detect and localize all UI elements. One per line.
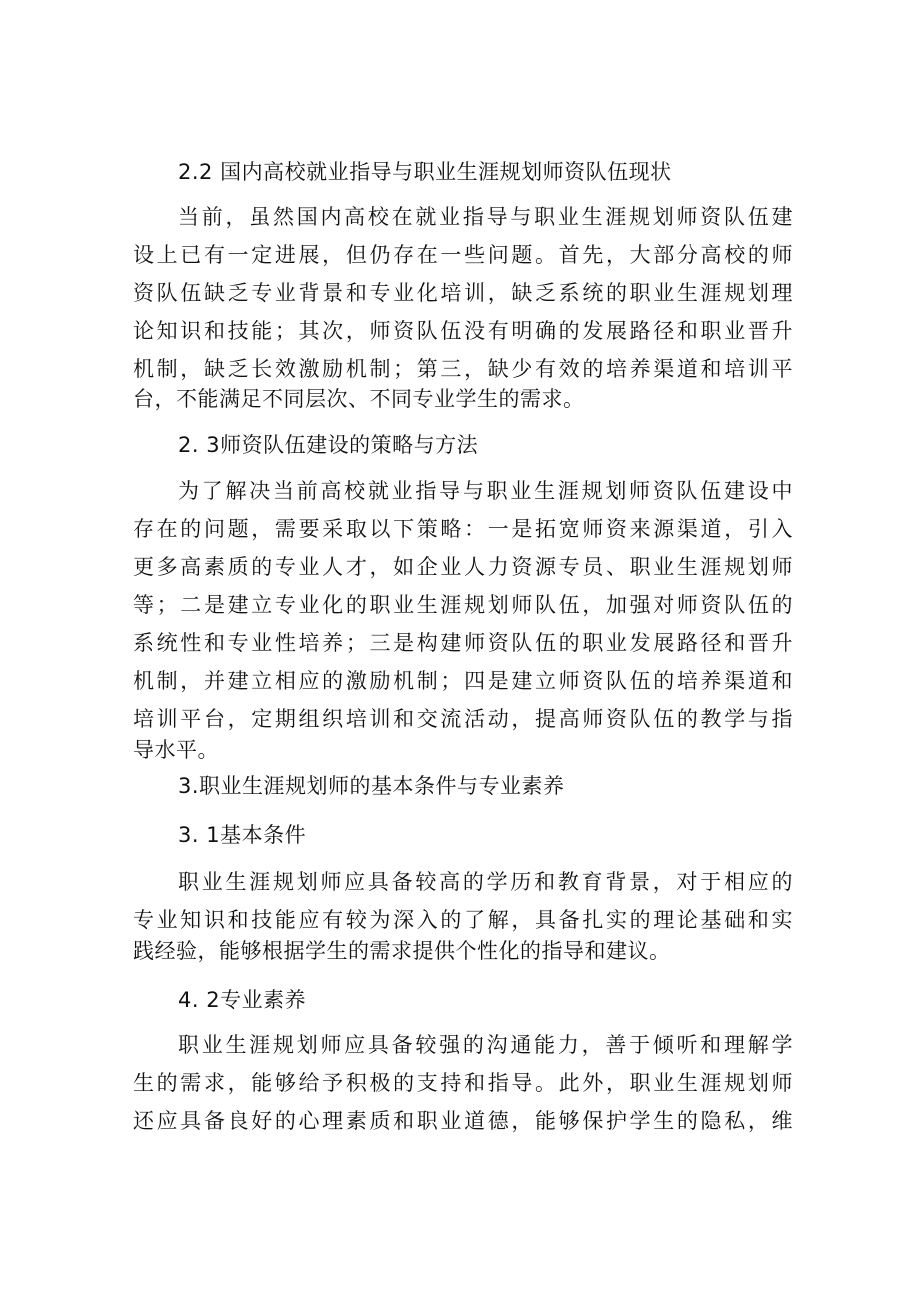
section-heading: 3.职业生涯规划师的基本条件与专业素养	[178, 774, 565, 798]
section-heading: 2. 3师资队伍建设的策略与方法	[178, 433, 479, 457]
section-heading: 4. 2专业素养	[178, 988, 307, 1012]
paragraph-line: 践经验，能够根据学生的需求提供个性化的指导和建议。	[133, 939, 671, 963]
paragraph-line: 生的需求，能够给予积极的支持和指导。此外，职业生涯规划师	[133, 1071, 793, 1095]
paragraph-line: 机制，缺乏长效激励机制；第三，缺少有效的培养渠道和培训平	[133, 357, 793, 381]
section-heading: 2.2 国内高校就业指导与职业生涯规划师资队伍现状	[178, 160, 672, 184]
paragraph-line: 为了解决当前高校就业指导与职业生涯规划师资队伍建设中	[178, 479, 793, 503]
paragraph-line: 设上已有一定进展，但仍存在一些问题。首先，大部分高校的师	[133, 243, 793, 267]
paragraph-line: 资队伍缺乏专业背景和专业化培训，缺乏系统的职业生涯规划理	[133, 281, 793, 305]
paragraph-line: 等；二是建立专业化的职业生涯规划师队伍，加强对师资队伍的	[133, 593, 793, 617]
paragraph-line: 职业生涯规划师应具备较高的学历和教育背景，对于相应的	[178, 870, 793, 894]
paragraph-line: 系统性和专业性培养；三是构建师资队伍的职业发展路径和晋升	[133, 631, 793, 655]
paragraph-line: 台，不能满足不同层次、不同专业学生的需求。	[133, 387, 585, 411]
paragraph-line: 专业知识和技能应有较为深入的了解，具备扎实的理论基础和实	[133, 908, 793, 932]
paragraph-line: 还应具备良好的心理素质和职业道德，能够保护学生的隐私，维	[133, 1109, 793, 1133]
paragraph-line: 更多高素质的专业人才，如企业人力资源专员、职业生涯规划师	[133, 555, 793, 579]
section-heading: 3. 1基本条件	[178, 823, 307, 847]
paragraph-line: 当前，虽然国内高校在就业指导与职业生涯规划师资队伍建	[178, 205, 793, 229]
paragraph-line: 论知识和技能；其次，师资队伍没有明确的发展路径和职业晋升	[133, 319, 793, 343]
paragraph-line: 机制，并建立相应的激励机制；四是建立师资队伍的培养渠道和	[133, 669, 793, 693]
paragraph-line: 存在的问题，需要采取以下策略：一是拓宽师资来源渠道，引入	[133, 517, 793, 541]
paragraph-line: 导水平。	[133, 738, 219, 762]
paragraph-line: 培训平台，定期组织培训和交流活动，提高师资队伍的教学与指	[133, 707, 793, 731]
paragraph-line: 职业生涯规划师应具备较强的沟通能力，善于倾听和理解学	[178, 1033, 793, 1057]
